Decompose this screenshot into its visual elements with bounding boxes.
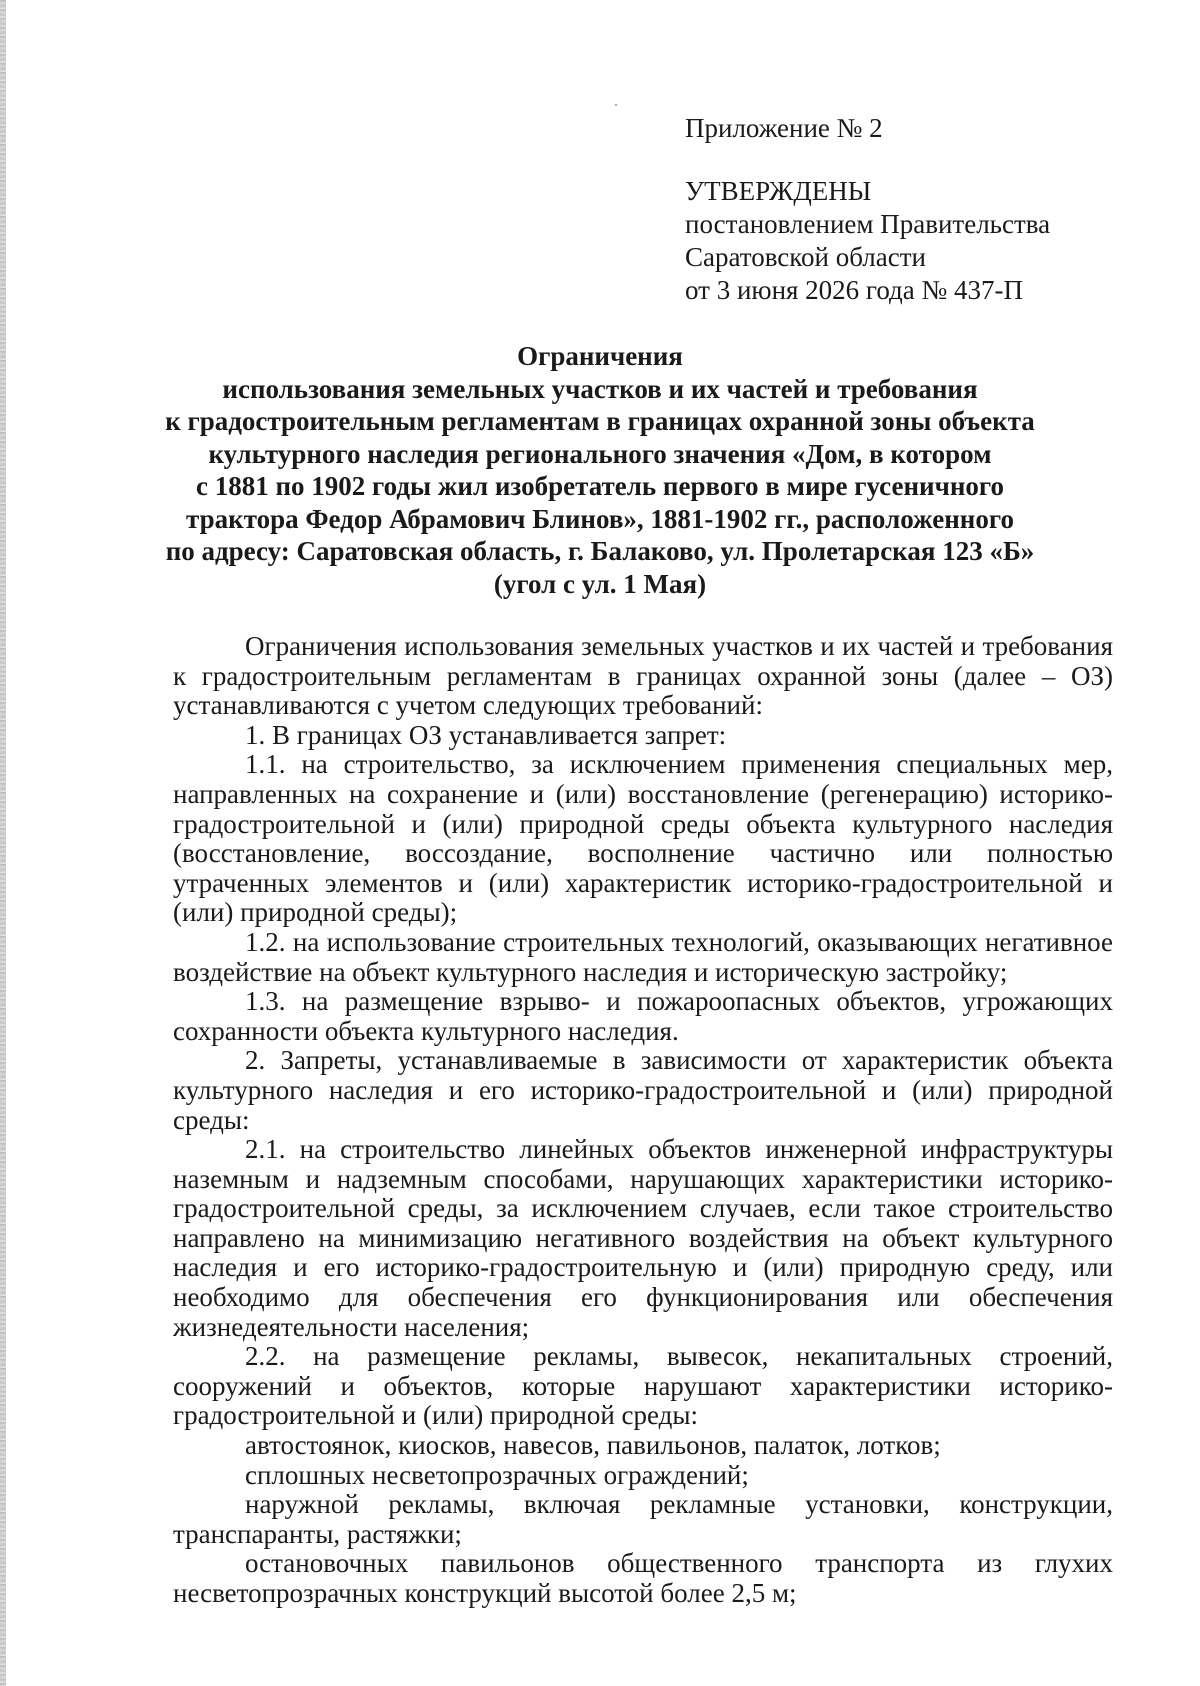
approval-line-2: Саратовской области (685, 242, 926, 272)
title-line: Ограничения (517, 341, 683, 371)
document-title (150, 340, 1050, 600)
clause-2: 2. Запреты, устанавливаемые в зависимости от характеристик объекта культурного наследия и его историко-градостроительной и (или) природной среды: (173, 1045, 1113, 1135)
appendix-number: Приложение № 2 (685, 113, 883, 143)
intro-paragraph: Ограничения использования земельных участков и их частей и требования к градостроительным регламентам в границах охранной зоны (далее – ОЗ) устанавливаются с учетом следующих требований: (173, 631, 1113, 721)
title-line: (угол с ул. 1 Мая) (493, 568, 707, 599)
list-item: сплошных несветопрозрачных ограждений; (245, 1459, 749, 1490)
clause-1-2: 1.2. на использование строительных технологий, оказывающих негативное воздействие на объект культурного наследия и историческую застройку; (173, 926, 1113, 987)
scan-left-edge (0, 0, 6, 1686)
clause-2-2: 2.2. на размещение рекламы, вывесок, некапитальных строений, сооружений и объектов, которые нарушают характеристики историко-градостроительной и (или) природной среды: (173, 1341, 1113, 1431)
title-line: с 1881 по 1902 годы жил изобретатель первого в мире гусеничного (196, 471, 1004, 501)
clause-1-3: 1.3. на размещение взрыво- и пожароопасных объектов, угрожающих сохранности объекта культурного наследия. (173, 986, 1113, 1046)
clause-2-1: 2.1. на строительство линейных объектов инженерной инфраструктуры наземным и надземным способами, нарушающих характеристики историко-градостроительной среды, за исключением случаев, если такое строительство направлено на минимизацию негативного воздействия на объект культурного наследия и его историко-градостроительную и (или) природную среду, или необходимо для обеспечения его функционирования или обеспечения жизнедеятельности населения; (173, 1134, 1113, 1342)
list-item: автостоянок, киосков, навесов, павильонов, палаток, лотков; (245, 1430, 941, 1461)
approval-date-number: от 3 июня 2026 года № 437-П (685, 275, 1024, 305)
approval-block (685, 112, 1105, 307)
document-body (173, 632, 1113, 1609)
title-line: трактора Федор Абрамович Блинов», 1881-1902 гг., расположенного (186, 503, 1014, 534)
list-item: наружной рекламы, включая рекламные установки, конструкции, транспаранты, растяжки; (173, 1489, 1113, 1549)
scan-speck (615, 104, 617, 106)
clause-1-1: 1.1. на строительство, за исключением применения специальных мер, направленных на сохранение и (или) восстановление (регенерацию) историко-градостроительной и (или) природной среды объекта культурного наследия (восстановление, воссоздание, восполнение частично или полностью утраченных элементов и (или) характеристик историко-градостроительной и (или) природной среды); (173, 749, 1113, 928)
title-line: культурного наследия регионального значения «Дом, в котором (208, 438, 992, 469)
list-item: остановочных павильонов общественного транспорта из глухих несветопрозрачных конструкций высотой более 2,5 м; (173, 1548, 1113, 1608)
title-line: использования земельных участков и их частей и требования (222, 373, 978, 404)
approved-stamp-text: УТВЕРЖДЕНЫ (685, 176, 872, 206)
title-line: по адресу: Саратовская область, г. Балаково, ул. Пролетарская 123 «Б» (165, 536, 1035, 566)
approval-line-1: постановлением Правительства (685, 209, 1051, 239)
title-line: к градостроительным регламентам в границах охранной зоны объекта (165, 406, 1035, 436)
clause-1: 1. В границах ОЗ устанавливается запрет: (245, 719, 727, 750)
